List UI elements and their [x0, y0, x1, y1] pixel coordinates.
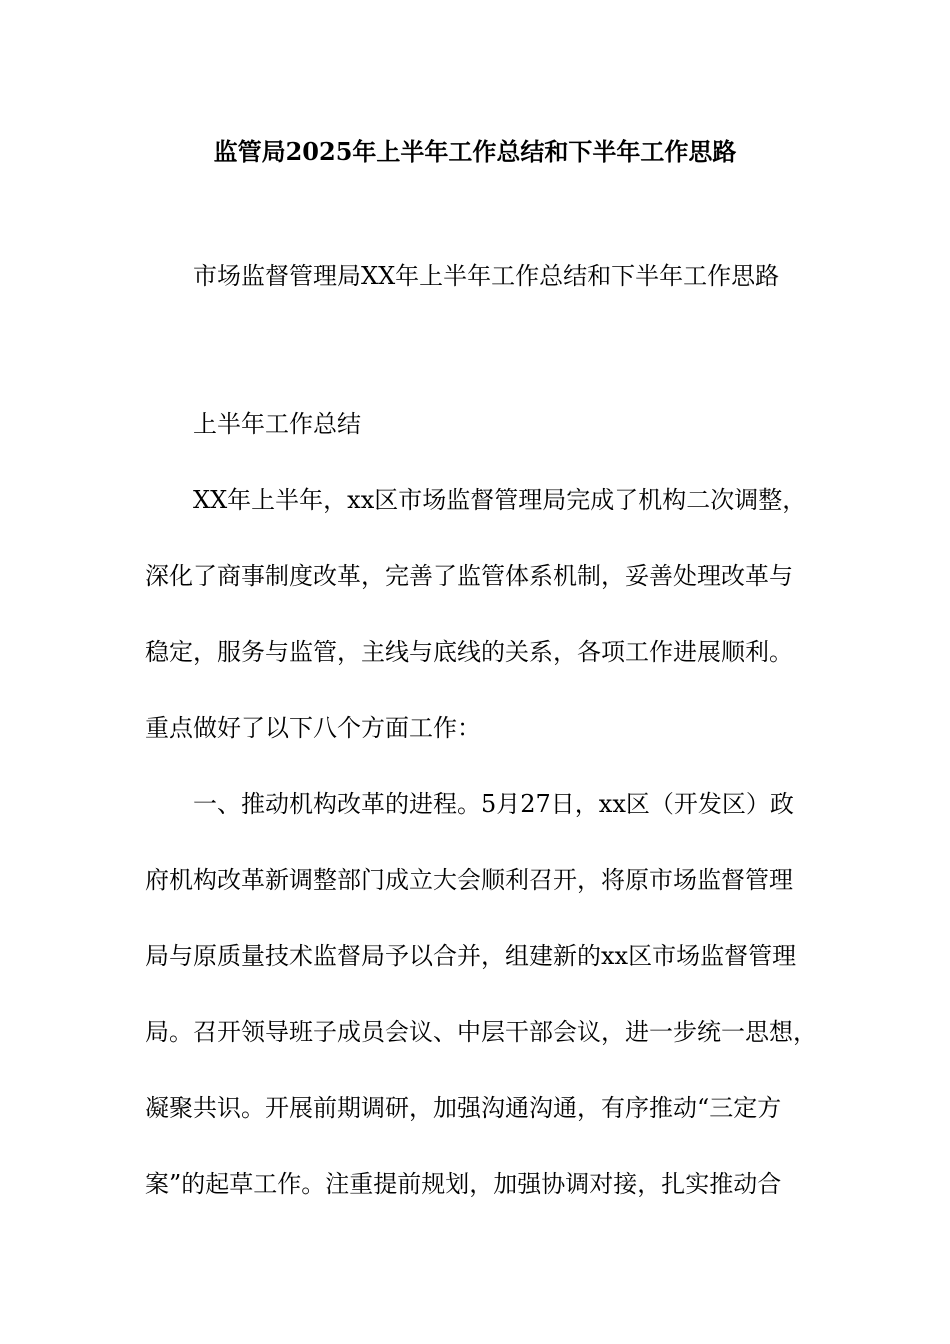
document-subtitle: 市场监督管理局XX年上半年工作总结和下半年工作思路 [193, 262, 780, 290]
body-line: 凝聚共识。开展前期调研，加强沟通沟通，有序推动“三定方 [145, 1094, 782, 1122]
document-title: 监管局2025年上半年工作总结和下半年工作思路 [213, 137, 737, 166]
body-line: 案”的起草工作。注重提前规划，加强协调对接，扎实推动合 [145, 1170, 782, 1198]
body-line: 一、推动机构改革的进程。5月27日，xx区（开发区）政 [193, 790, 794, 818]
body-line: 局。召开领导班子成员会议、中层干部会议，进一步统一思想， [145, 1018, 817, 1046]
document-body [145, 476, 825, 1236]
body-line: 重点做好了以下八个方面工作： [145, 714, 481, 742]
body-line: 府机构改革新调整部门成立大会顺利召开，将原市场监督管理 [145, 866, 793, 894]
body-line: 深化了商事制度改革，完善了监管体系机制，妥善处理改革与 [145, 562, 793, 590]
body-line: 局与原质量技术监督局予以合并，组建新的xx区市场监督管理 [145, 942, 797, 970]
body-line: 稳定，服务与监管，主线与底线的关系，各项工作进展顺利。 [145, 638, 793, 666]
body-line: XX年上半年，xx区市场监督管理局完成了机构二次调整， [193, 486, 807, 514]
section-heading: 上半年工作总结 [193, 410, 361, 438]
